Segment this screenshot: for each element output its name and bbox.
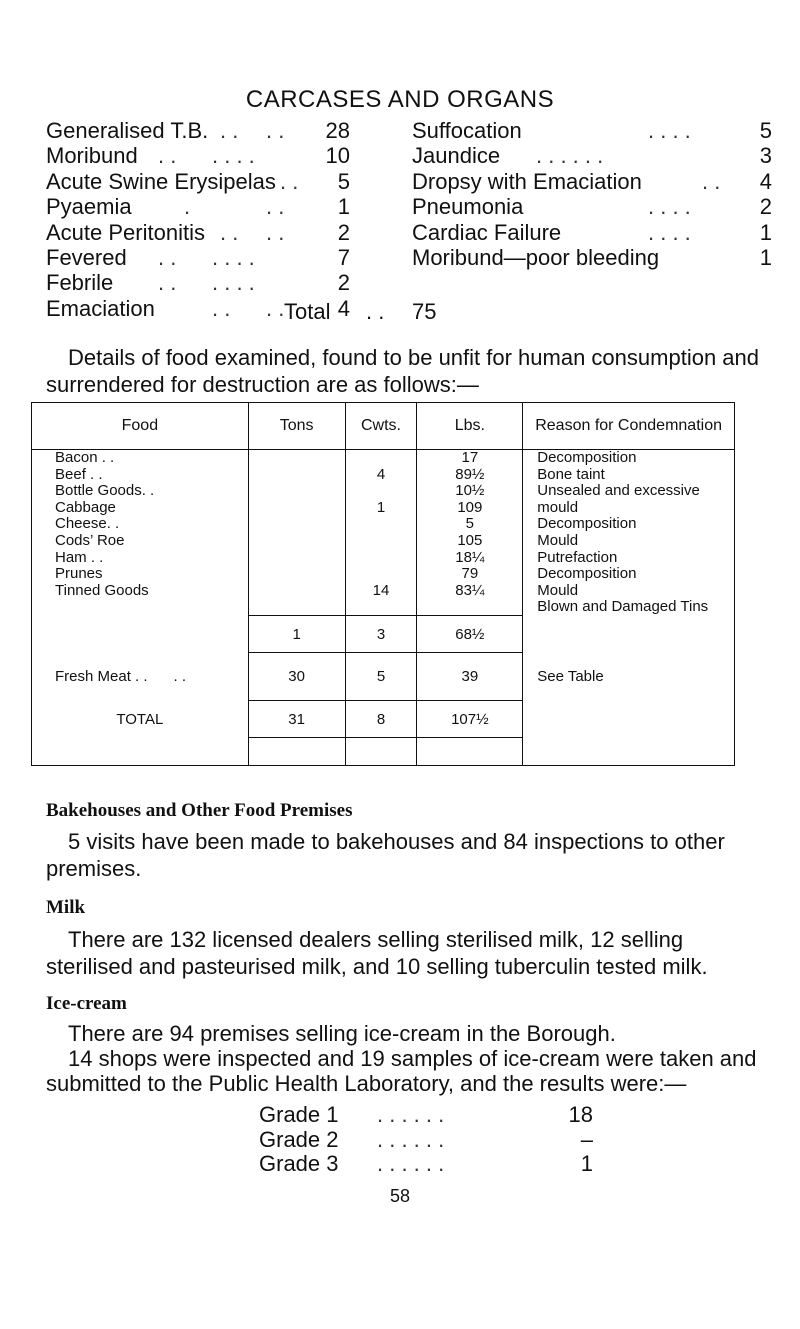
grade-value: – [580,1126,593,1152]
table-row [55,583,248,600]
item-label: Acute Peritonitis [46,219,205,245]
cwts-cell [346,516,417,533]
cwts-cell [346,566,417,583]
item-leader: . . . . [212,143,255,169]
icecream-heading: Ice-cream [46,993,127,1014]
food-name: Prunes [55,565,103,583]
table-header-row [32,403,735,450]
grade-label: Grade 1 [259,1102,339,1127]
reason-cell: Bone taint [537,465,605,483]
icecream-text-1: There are 94 premises selling ice-cream in the Borough. [68,1021,616,1046]
grade-label: Grade 3 [259,1151,339,1176]
fresh-meat-lbs: 39 [417,653,523,701]
list-item [259,1103,593,1128]
lbs-cell: 79 [461,565,479,583]
item-value: 28 [325,118,350,143]
subtotal-tons: 1 [248,616,345,653]
subtotal-row [32,616,735,653]
carcases-left-list [46,118,446,321]
item-leader: . . [280,168,299,194]
reason-cell: Mould [537,581,579,599]
lbs-cell: 83¼ [455,581,485,599]
item-label: Moribund—poor bleeding [412,244,660,270]
item-label: Pneumonia [412,194,524,220]
reason-cell: Decomposition [537,565,637,583]
header-cwts: Cwts. [345,403,417,450]
cwts-cell: 4 [376,465,386,483]
item-leader: . . [266,295,285,321]
milk-heading: Milk [46,897,86,918]
item-label: Acute Swine Erysipelas [46,168,276,194]
tons-cell [249,500,345,517]
list-item [46,296,446,321]
item-dots: . . [158,270,177,296]
total-tons: 31 [248,701,345,738]
tons-cell [249,550,345,567]
grade-value: 18 [568,1102,593,1127]
list-item [412,169,772,194]
subtotal-lbs: 68½ [417,616,523,653]
total-row [32,701,735,738]
item-dots: . . [220,118,239,143]
cwts-cell [346,550,417,567]
cwts-column [345,450,417,616]
cwts-cell [346,533,417,550]
icecream-text-2: 14 shops were inspected and 19 samples of ice-cream were taken and submitted to the Public Health Laboratory, and the results were:— [46,1046,757,1096]
item-value: 7 [337,244,350,270]
list-item [46,118,446,143]
item-value: 10 [325,143,350,169]
tons-cell [249,467,345,484]
total-label: Total [284,299,331,324]
list-item [46,143,446,168]
subtotal-cwts: 3 [345,616,417,653]
item-value: 4 [337,295,350,321]
table-row [55,516,248,533]
grade-label: Grade 2 [259,1126,339,1152]
table-row [55,483,248,500]
item-label: Cardiac Failure [412,219,562,245]
header-food: Food [32,403,249,450]
item-leader: . . [266,118,285,143]
item-value: 5 [337,168,350,194]
fresh-meat-dots: . . [173,668,187,686]
cwts-cell [346,450,417,467]
table-row [55,500,248,517]
lbs-cell: 89½ [455,465,485,483]
item-value: 5 [759,118,772,143]
table-row [55,450,248,467]
fresh-meat-label: Fresh Meat . . [55,668,148,686]
lbs-cell: 10½ [455,482,485,500]
total-dots: . . [366,299,385,324]
list-item [259,1128,593,1153]
reason-cell: Putrefaction [537,548,618,566]
item-dots: . . [158,143,177,169]
header-reason: Reason for Condemnation [523,403,735,450]
grade-dots: . . . . . . [377,1102,445,1127]
carcases-right-list [412,118,772,270]
list-item [412,245,772,270]
food-name: Cods’ Roe [55,531,125,549]
item-dots: . . [212,295,231,321]
item-dots: . . [220,219,239,245]
food-column [32,450,249,616]
table-items-row [32,450,735,616]
item-value: 2 [337,219,350,245]
lbs-cell: 105 [457,531,483,549]
item-value: 1 [759,244,772,270]
lbs-column [417,450,523,616]
item-value: 1 [337,194,350,220]
total-value: 75 [412,299,437,324]
list-item [46,270,446,295]
list-item [412,143,772,168]
reason-cell: Blown and Damaged Tins [537,598,709,616]
lbs-cell: 17 [461,449,479,466]
reason-cell: Decomposition [537,449,637,466]
fresh-meat-row [32,653,735,701]
tons-cell [249,483,345,500]
list-item [412,220,772,245]
tons-cell [249,533,345,550]
grades-list [259,1103,593,1177]
reason-cell: Mould [537,531,579,549]
item-leader: . . [266,194,285,220]
food-name: Beef . . [55,465,103,483]
item-value: 2 [337,270,350,296]
food-name: Bottle Goods. . [55,482,155,500]
intro-paragraph: Details of food examined, found to be unfit for human consumption and surrendered for destruction are as follows:— [46,345,759,397]
list-item [412,118,772,143]
list-item [46,220,446,245]
item-label: Suffocation [412,118,522,143]
item-label: Jaundice [412,143,501,169]
fresh-meat-tons: 30 [248,653,345,701]
item-leader: . . [266,219,285,245]
reason-cell: Unsealed and excessive mould [537,482,700,516]
lbs-cell: 5 [465,515,474,533]
item-value: 1 [759,219,772,245]
fresh-meat-reason: See Table [523,653,735,701]
item-leader: . . . . . . [536,143,604,169]
total-lbs: 107½ [417,701,523,738]
reason-column [523,450,735,616]
food-name: Cabbage [55,498,116,516]
item-label: Fevered [46,244,127,270]
list-item [46,245,446,270]
item-label: Febrile [46,270,114,296]
cwts-cell: 14 [372,581,390,599]
list-item [46,194,446,219]
tons-cell [249,566,345,583]
item-leader: . . . . [648,194,691,220]
table-row [55,533,248,550]
item-leader: . . . . [212,270,255,296]
food-name: Cheese. . [55,515,120,533]
lbs-cell: 18¼ [455,548,485,566]
item-leader: . . . . [212,244,255,270]
cwts-cell [346,483,417,500]
cwts-cell: 1 [376,498,386,516]
blank-row [32,738,735,766]
item-value: 3 [759,143,772,169]
item-leader: . . [702,168,721,194]
header-lbs: Lbs. [417,403,523,450]
list-item [259,1152,593,1177]
tons-column [248,450,345,616]
item-dots: . . [158,244,177,270]
item-leader: . . . . [648,219,691,245]
item-dots: . [184,194,191,220]
grade-dots: . . . . . . [377,1151,445,1176]
total-food-label: TOTAL [32,701,249,738]
food-name: Bacon . . [55,449,115,466]
grade-dots: . . . . . . [377,1126,445,1152]
page-number: 58 [389,1186,411,1206]
total-cwts: 8 [345,701,417,738]
milk-text: There are 132 licensed dealers selling sterilised milk, 12 selling sterilised and pasteurised milk, and 10 selling tuberculin tested milk. [46,927,708,979]
item-label: Dropsy with Emaciation [412,168,642,194]
table-row [55,467,248,484]
bakehouses-text: 5 visits have been made to bakehouses and 84 inspections to other premises. [46,829,725,881]
list-item [412,194,772,219]
tons-cell [249,583,345,600]
header-tons: Tons [248,403,345,450]
page-title: CARCASES AND ORGANS [245,86,555,113]
tons-cell [249,516,345,533]
tons-cell [249,450,345,467]
list-item [46,169,446,194]
item-leader: . . . . [648,118,691,143]
item-label: Moribund [46,143,138,169]
table-row [55,566,248,583]
reason-cell: Decomposition [537,515,637,533]
item-label: Generalised T.B. [46,118,209,143]
condemned-food-table [31,402,735,766]
table-row [55,550,248,567]
item-value: 4 [759,168,772,194]
item-label: Pyaemia [46,194,132,220]
lbs-cell: 109 [457,498,483,516]
food-name: Ham . . [55,548,104,566]
fresh-meat-cwts: 5 [345,653,417,701]
food-name: Tinned Goods [55,581,149,599]
bakehouses-heading: Bakehouses and Other Food Premises [46,800,353,821]
grade-value: 1 [580,1151,593,1176]
item-label: Emaciation [46,295,155,321]
item-value: 2 [759,194,772,220]
